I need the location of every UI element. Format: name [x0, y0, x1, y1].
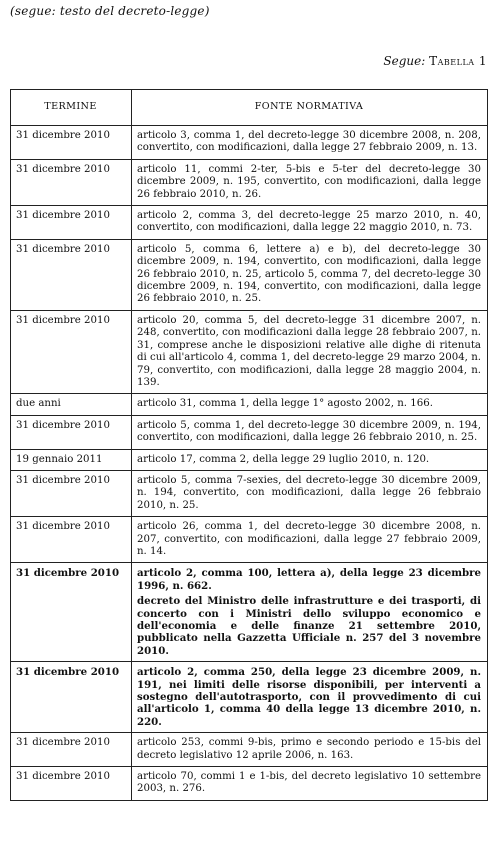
- fonte-paragraph: articolo 26, comma 1, del decreto-legge 30 dicembre 2008, n. 207, convertito, con modificazioni, dalla legge 27 febbraio 2009, n. 14.: [137, 521, 481, 557]
- header-termine: TERMINE: [11, 90, 132, 126]
- fonte-normativa-cell: [132, 470, 488, 516]
- fonte-paragraph: articolo 31, comma 1, della legge 1° agosto 2002, n. 166.: [137, 398, 433, 410]
- fonte-normativa-cell: [132, 767, 488, 801]
- fonte-paragraph: articolo 2, comma 3, del decreto-legge 25 marzo 2010, n. 40, convertito, con modificazioni, dalla legge 22 maggio 2010, n. 73.: [137, 210, 481, 234]
- table-row: [11, 733, 488, 767]
- termine-cell: 31 dicembre 2010: [11, 733, 132, 767]
- termine-cell: 31 dicembre 2010: [11, 767, 132, 801]
- fonte-normativa-cell: [132, 206, 488, 240]
- continuation-note: (segue: testo del decreto-legge): [10, 4, 210, 18]
- fonte-paragraph: articolo 2, comma 100, lettera a), della legge 23 dicembre 1996, n. 662.: [137, 567, 481, 592]
- fonte-normativa-cell: [132, 449, 488, 470]
- termine-cell: 31 dicembre 2010: [11, 517, 132, 563]
- fonte-paragraph: articolo 2, comma 250, della legge 23 dicembre 2009, n. 191, nei limiti delle risorse disponibili, per interventi a sostegno dell'autotrasporto, con il provvedimento di cui all'articolo 1, comma 40 della legge 13 dicembre 2010, n. 220.: [137, 666, 481, 728]
- table-row: [11, 310, 488, 393]
- termine-cell: 31 dicembre 2010: [11, 563, 132, 662]
- fonte-normativa-cell: [132, 310, 488, 393]
- termine-cell: 31 dicembre 2010: [11, 126, 132, 160]
- table-number-label: Tabella 1: [429, 54, 487, 68]
- header-fonte-normativa: FONTE NORMATIVA: [132, 90, 488, 126]
- table-row: [11, 470, 488, 516]
- table-row: [11, 126, 488, 160]
- table-row: [11, 239, 488, 310]
- fonte-normativa-cell: [132, 415, 488, 449]
- table-row: [11, 206, 488, 240]
- table-row: [11, 563, 488, 662]
- table-row: [11, 394, 488, 415]
- table-row: [11, 662, 488, 733]
- fonte-paragraph: articolo 253, commi 9-bis, primo e secondo periodo e 15-bis del decreto legislativo 12 aprile 2006, n. 163.: [137, 737, 481, 761]
- fonte-paragraph: articolo 11, commi 2-ter, 5-bis e 5-ter del decreto-legge 30 dicembre 2009, n. 195, convertito, con modificazioni, dalla legge 26 febbraio 2010, n. 26.: [137, 163, 481, 200]
- fonte-paragraph: articolo 70, commi 1 e 1-bis, del decreto legislativo 10 settembre 2003, n. 276.: [137, 771, 481, 795]
- termine-cell: 31 dicembre 2010: [11, 662, 132, 733]
- fonte-paragraph: articolo 5, comma 7-sexies, del decreto-legge 30 dicembre 2009, n. 194, convertito, con modificazioni, dalla legge 26 febbraio 2010, n. 25.: [137, 474, 481, 511]
- table-row: [11, 159, 488, 205]
- termine-cell: 31 dicembre 2010: [11, 159, 132, 205]
- fonte-paragraph: articolo 5, comma 1, del decreto-legge 30 dicembre 2009, n. 194, convertito, con modificazioni, dalla legge 26 febbraio 2010, n. 25.: [137, 419, 481, 444]
- fonte-paragraph: articolo 5, comma 6, lettere a) e b), del decreto-legge 30 dicembre 2009, n. 194, convertito, con modificazioni, dalla legge 26 febbraio 2010, n. 25, articolo 5, comma 7, del decreto-legge 30 dicembre 2009, n. 194, convertito, con modificazioni, dalla legge 26 febbraio 2010, n. 25.: [137, 243, 481, 305]
- termine-cell: 31 dicembre 2010: [11, 415, 132, 449]
- deadlines-table: [10, 89, 488, 801]
- fonte-normativa-cell: [132, 159, 488, 205]
- termine-cell: 19 gennaio 2011: [11, 449, 132, 470]
- fonte-paragraph: articolo 17, comma 2, della legge 29 luglio 2010, n. 120.: [137, 453, 430, 465]
- table-header-row: [11, 90, 488, 126]
- termine-cell: 31 dicembre 2010: [11, 206, 132, 240]
- fonte-normativa-cell: [132, 239, 488, 310]
- fonte-normativa-cell: [132, 563, 488, 662]
- termine-cell: 31 dicembre 2010: [11, 310, 132, 393]
- table-row: [11, 449, 488, 470]
- table-caption: [383, 54, 487, 68]
- termine-cell: 31 dicembre 2010: [11, 239, 132, 310]
- table-row: [11, 517, 488, 563]
- fonte-normativa-cell: [132, 394, 488, 415]
- termine-cell: 31 dicembre 2010: [11, 470, 132, 516]
- fonte-paragraph: articolo 20, comma 5, del decreto-legge 31 dicembre 2007, n. 248, convertito, con modificazioni dalla legge 28 febbraio 2007, n. 31, comprese anche le disposizioni relative alle dighe di ritenuta di cui all'articolo 4, comma 1, del decreto-legge 29 marzo 2004, n. 79, convertito, con modificazioni, dalla legge 28 maggio 2004, n. 139.: [137, 314, 481, 388]
- fonte-normativa-cell: [132, 517, 488, 563]
- table-row: [11, 415, 488, 449]
- termine-cell: due anni: [11, 394, 132, 415]
- fonte-normativa-cell: [132, 733, 488, 767]
- fonte-normativa-cell: [132, 662, 488, 733]
- segue-label: Segue:: [383, 54, 426, 68]
- fonte-paragraph: articolo 3, comma 1, del decreto-legge 30 dicembre 2008, n. 208, convertito, con modificazioni, dalla legge 27 febbraio 2009, n. 13.: [137, 130, 481, 154]
- table-body: [11, 126, 488, 801]
- fonte-paragraph: decreto del Ministro delle infrastrutture e dei trasporti, di concerto con i Ministri dello sviluppo economico e dell'economia e delle finanze 21 settembre 2010, pubblicato nella Gazzetta Ufficiale n. 257 del 3 novembre 2010.: [137, 595, 481, 657]
- fonte-normativa-cell: [132, 126, 488, 160]
- table-row: [11, 767, 488, 801]
